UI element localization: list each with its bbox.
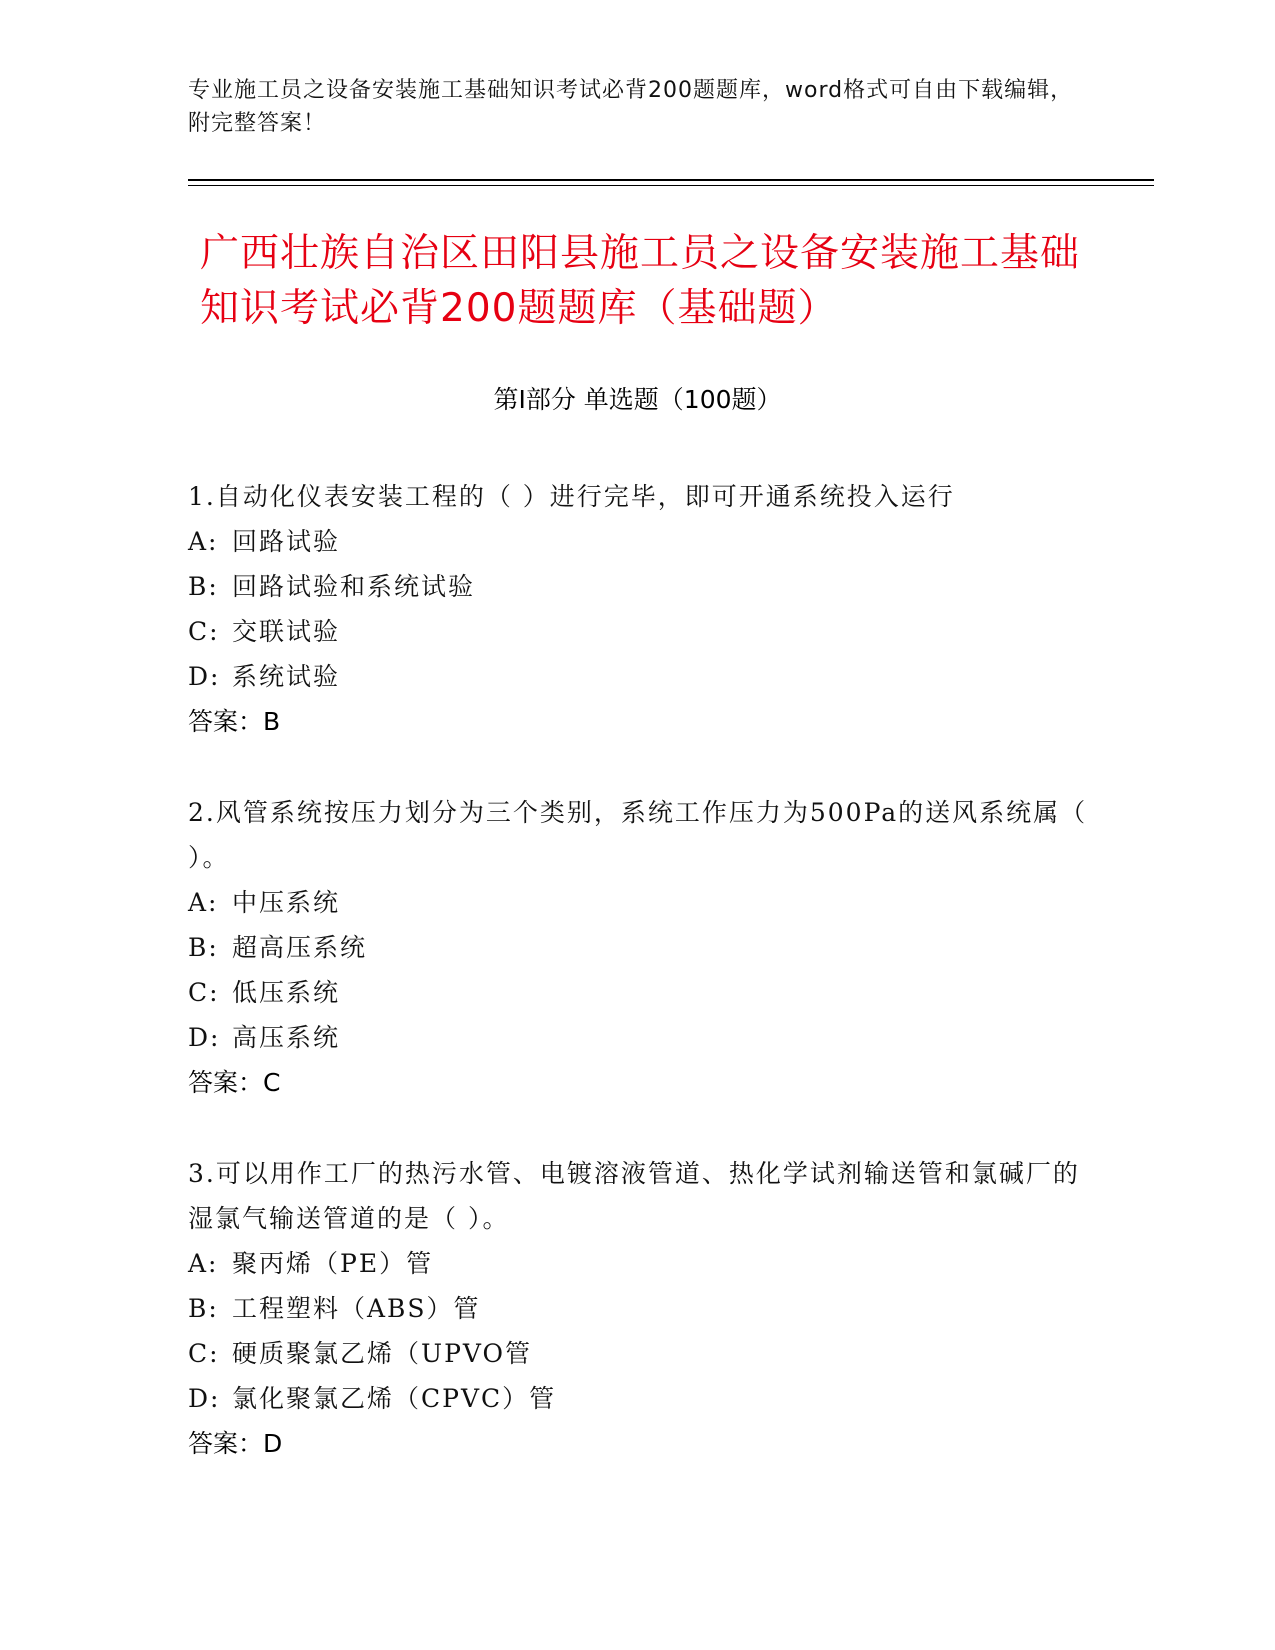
question-1 — [188, 474, 1088, 744]
option-text: 低压系统 — [232, 978, 341, 1007]
option-text: 回路试验 — [232, 527, 341, 556]
answer-line: 答案：B — [188, 707, 281, 736]
option-letter: D: — [188, 1023, 221, 1052]
option-text: 氯化聚氯乙烯（CPVC）管 — [232, 1384, 557, 1413]
option-text: 超高压系统 — [232, 933, 368, 962]
option-b — [188, 925, 1088, 970]
question-2 — [188, 790, 1088, 1105]
option-letter: A: — [188, 527, 219, 556]
option-letter: B: — [188, 1294, 219, 1323]
question-stem: 2.风管系统按压力划分为三个类别，系统工作压力为500Pa的送风系统属（ ）。 — [188, 798, 1088, 872]
option-c — [188, 970, 1088, 1015]
option-a — [188, 519, 1088, 564]
question-stem: 1.自动化仪表安装工程的（ ）进行完毕，即可开通系统投入运行 — [188, 482, 955, 511]
option-a — [188, 1241, 1088, 1286]
option-text: 高压系统 — [232, 1023, 341, 1052]
option-letter: B: — [188, 572, 219, 601]
option-letter: B: — [188, 933, 219, 962]
option-d — [188, 1015, 1088, 1060]
option-text: 系统试验 — [232, 662, 341, 691]
answer-line: 答案：D — [188, 1429, 283, 1458]
document-title: 广西壮族自治区田阳县施工员之设备安装施工基础知识考试必背200题题库（基础题） — [200, 231, 1081, 331]
option-d — [188, 1376, 1088, 1421]
header-note: 专业施工员之设备安装施工基础知识考试必背200题题库，word格式可自由下载编辑，附完整答案！ — [188, 78, 1074, 136]
option-letter: C: — [188, 1339, 220, 1368]
option-text: 硬质聚氯乙烯（UPVO管 — [232, 1339, 533, 1368]
option-letter: C: — [188, 617, 220, 646]
question-list — [188, 474, 1088, 1512]
header-rule-thin — [188, 185, 1154, 186]
option-letter: A: — [188, 1249, 219, 1278]
question-stem: 3.可以用作工厂的热污水管、电镀溶液管道、热化学试剂输送管和氯碱厂的湿氯气输送管道的是（ ）。 — [188, 1159, 1080, 1233]
answer-line: 答案：C — [188, 1068, 281, 1097]
option-text: 聚丙烯（PE）管 — [232, 1249, 434, 1278]
option-letter: A: — [188, 888, 219, 917]
option-letter: D: — [188, 662, 221, 691]
option-letter: D: — [188, 1384, 221, 1413]
option-b — [188, 564, 1088, 609]
option-text: 中压系统 — [232, 888, 341, 917]
question-3 — [188, 1151, 1088, 1466]
header-rule-thick — [188, 179, 1154, 181]
option-c — [188, 1331, 1088, 1376]
option-c — [188, 609, 1088, 654]
option-text: 工程塑料（ABS）管 — [232, 1294, 481, 1323]
option-text: 交联试验 — [232, 617, 341, 646]
option-d — [188, 654, 1088, 699]
option-text: 回路试验和系统试验 — [232, 572, 476, 601]
option-a — [188, 880, 1088, 925]
section-title: 第Ⅰ部分 单选题（100题） — [493, 385, 782, 414]
option-b — [188, 1286, 1088, 1331]
option-letter: C: — [188, 978, 220, 1007]
